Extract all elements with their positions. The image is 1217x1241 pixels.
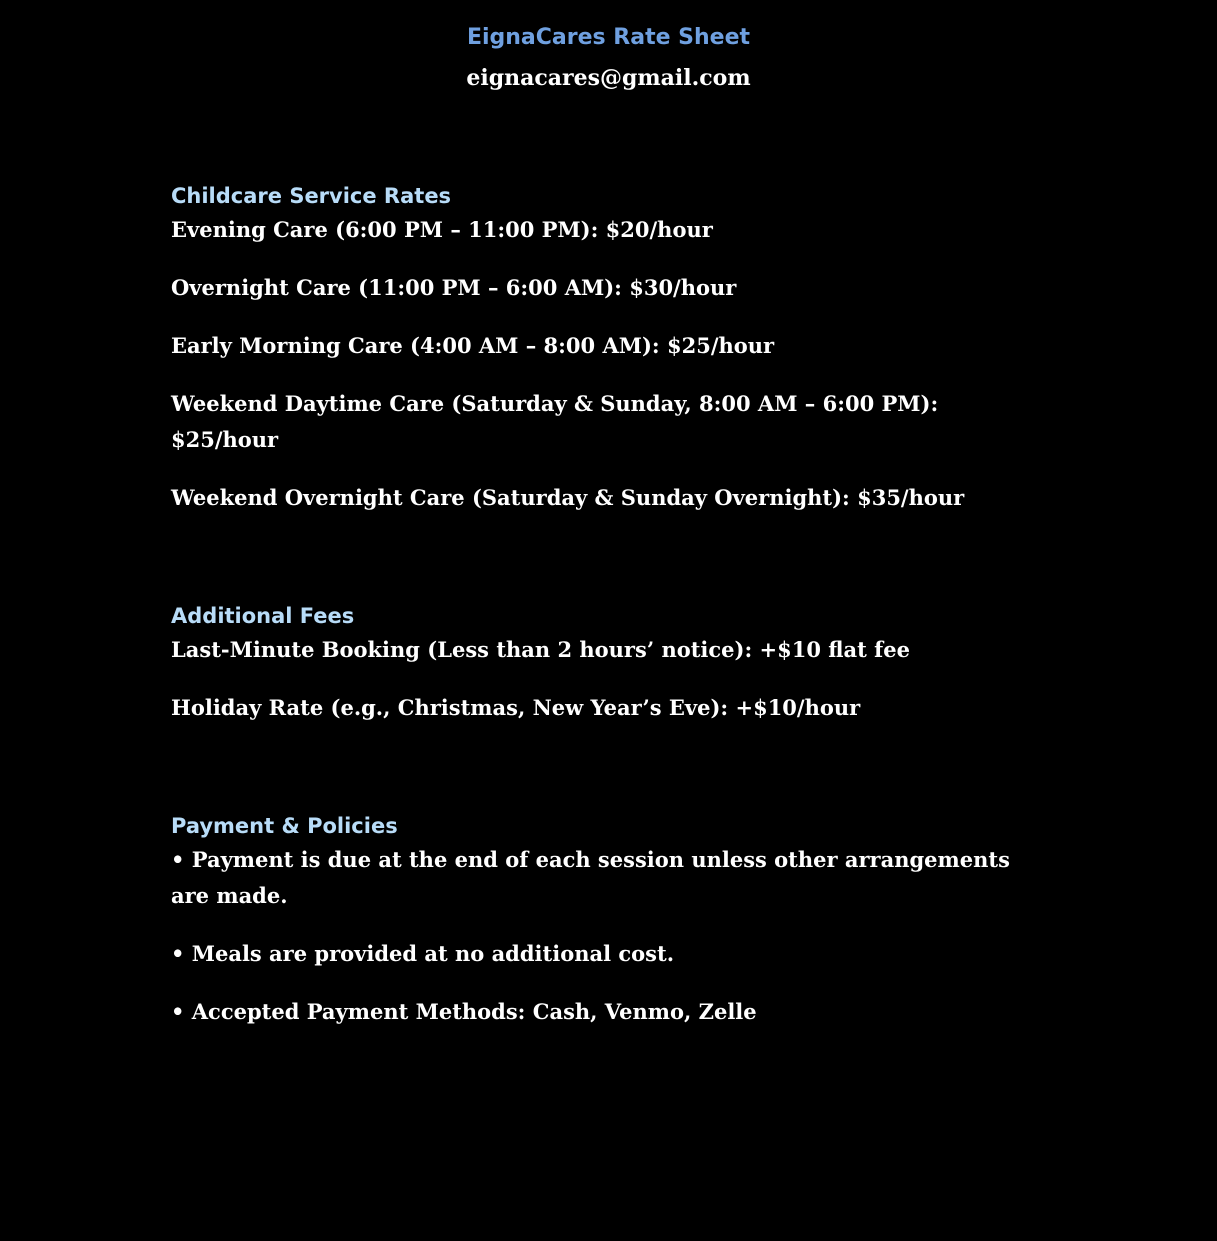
document-title: EignaCares Rate Sheet bbox=[466, 25, 751, 50]
section-heading: Payment & Policies bbox=[171, 814, 398, 838]
policy-line: • Meals are provided at no additional cost. bbox=[171, 941, 675, 966]
section-additional-fees bbox=[171, 600, 1051, 726]
section-heading: Additional Fees bbox=[171, 604, 355, 628]
section-heading: Childcare Service Rates bbox=[171, 184, 452, 208]
document-header bbox=[0, 22, 1217, 94]
section-childcare-service-rates bbox=[171, 180, 1051, 516]
section-spacer bbox=[171, 748, 1051, 810]
fee-line: Last-Minute Booking (Less than 2 hours’ notice): +$10 flat fee bbox=[171, 637, 910, 662]
section-spacer bbox=[171, 538, 1051, 600]
policy-line: • Accepted Payment Methods: Cash, Venmo, Zelle bbox=[171, 999, 757, 1024]
fee-line: Holiday Rate (e.g., Christmas, New Year’s Eve): +$10/hour bbox=[171, 695, 861, 720]
rate-line: Weekend Overnight Care (Saturday & Sunday Overnight): $35/hour bbox=[171, 485, 965, 510]
rate-line: Overnight Care (11:00 PM – 6:00 AM): $30/hour bbox=[171, 275, 737, 300]
policy-line: • Payment is due at the end of each session unless other arrangements are made. bbox=[171, 847, 1010, 908]
contact-email: eignacares@gmail.com bbox=[466, 65, 751, 91]
rate-sheet-body bbox=[171, 180, 1051, 1052]
section-payment-policies bbox=[171, 810, 1051, 1030]
rate-line: Evening Care (6:00 PM – 11:00 PM): $20/hour bbox=[171, 217, 713, 242]
rate-line: Weekend Daytime Care (Saturday & Sunday, 8:00 AM – 6:00 PM): $25/hour bbox=[171, 391, 939, 452]
rate-line: Early Morning Care (4:00 AM – 8:00 AM): $25/hour bbox=[171, 333, 775, 358]
